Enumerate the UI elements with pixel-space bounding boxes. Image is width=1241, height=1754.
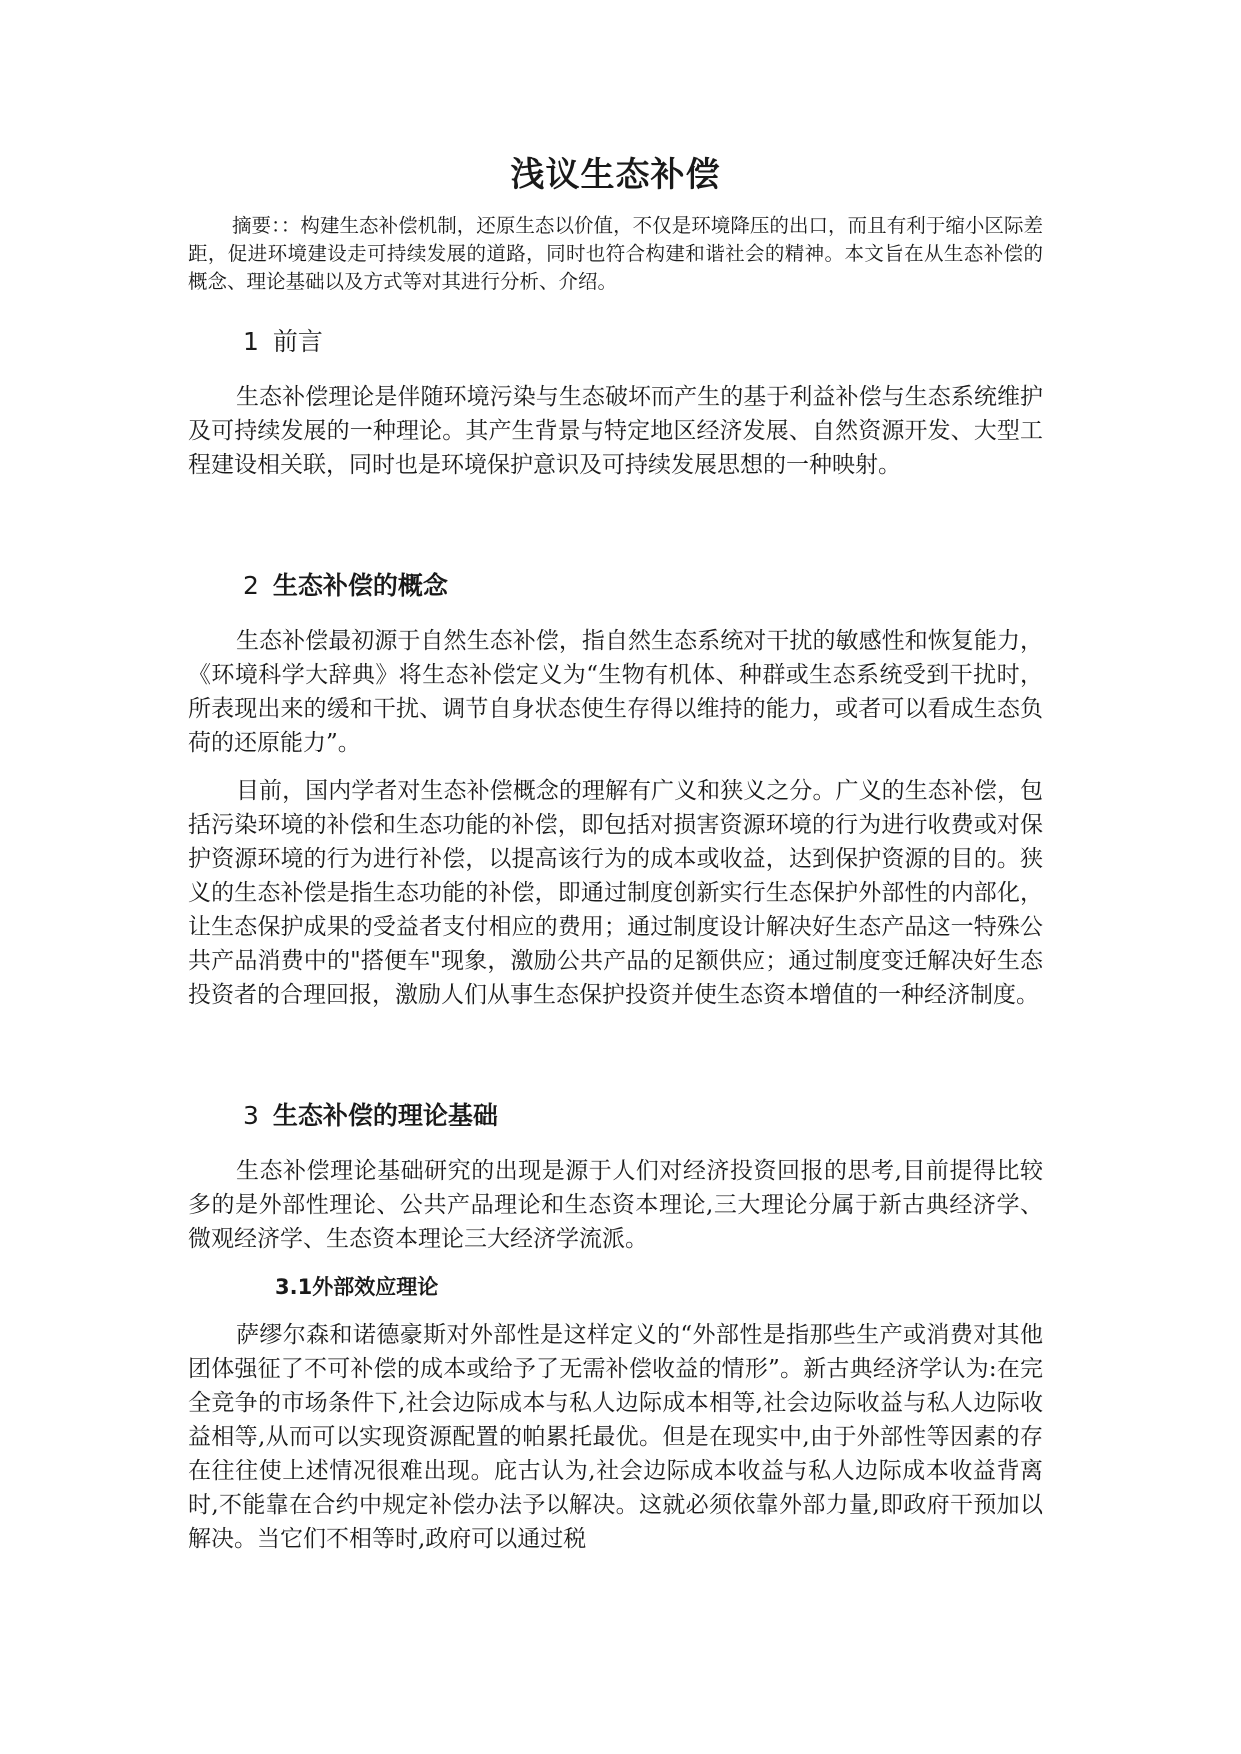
subsection-3-1-paragraph: 萨缪尔森和诺德豪斯对外部性是这样定义的“外部性是指那些生产或消费对其他团体强征了不可补偿的成本或给予了无需补偿收益的情形”。新古典经济学认为:在完全竞争的市场条件下,社会边际成本与私人边际成本相等,社会边际收益与私人边际收益相等,从而可以实现资源配置的帕累托最优。但是在现实中,由于外部性等因素的存在往往使上述情况很难出现。庇古认为,社会边际成本收益与私人边际成本收益背离时,不能靠在合约中规定补偿办法予以解决。这就必须依靠外部力量,即政府干预加以解决。当它们不相等时,政府可以通过税 <box>188 1322 1043 1552</box>
section-2-paragraph-1: 生态补偿最初源于自然生态补偿，指自然生态系统对干扰的敏感性和恢复能力，《环境科学大辞典》将生态补偿定义为“生物有机体、种群或生态系统受到干扰时，所表现出来的缓和干扰、调节自身状态使生存得以维持的能力，或者可以看成生态负荷的还原能力”。 <box>188 628 1043 756</box>
section-number: 2 <box>243 571 259 600</box>
document-body <box>188 150 1043 1570</box>
subsection-3-1-heading: 3.1外部效应理论 <box>275 1275 439 1299</box>
section-1-paragraph: 生态补偿理论是伴随环境污染与生态破坏而产生的基于利益补偿与生态系统维护及可持续发展的一种理论。其产生背景与特定地区经济发展、自然资源开发、大型工程建设相关联，同时也是环境保护意识及可持续发展思想的一种映射。 <box>188 384 1043 478</box>
section-number: 1 <box>243 327 259 356</box>
section-number: 3 <box>243 1101 259 1130</box>
section-2-paragraph-2: 目前，国内学者对生态补偿概念的理解有广义和狭义之分。广义的生态补偿，包括污染环境的补偿和生态功能的补偿，即包括对损害资源环境的行为进行收费或对保护资源环境的行为进行补偿，以提高该行为的成本或收益，达到保护资源的目的。狭义的生态补偿是指生态功能的补偿，即通过制度创新实行生态保护外部性的内部化，让生态保护成果的受益者支付相应的费用；通过制度设计解决好生态产品这一特殊公共产品消费中的"搭便车"现象，激励公共产品的足额供应；通过制度变迁解决好生态投资者的合理回报，激励人们从事生态保护投资并使生态资本增值的一种经济制度。 <box>188 778 1043 1008</box>
document-title: 浅议生态补偿 <box>510 155 721 195</box>
section-2-heading <box>188 566 1043 606</box>
section-title: 生态补偿的概念 <box>272 571 448 600</box>
abstract: 摘要：：构建生态补偿机制，还原生态以价值，不仅是环境降压的出口，而且有利于缩小区际差距，促进环境建设走可持续发展的道路，同时也符合构建和谐社会的精神。本文旨在从生态补偿的概念、理论基础以及方式等对其进行分析、介绍。 <box>188 214 1043 293</box>
section-title: 生态补偿的理论基础 <box>272 1101 498 1130</box>
section-title: 前言 <box>272 327 323 356</box>
spacer <box>188 496 1043 566</box>
section-3-paragraph: 生态补偿理论基础研究的出现是源于人们对经济投资回报的思考,目前提得比较多的是外部性理论、公共产品理论和生态资本理论,三大理论分属于新古典经济学、微观经济学、生态资本理论三大经济学流派。 <box>188 1158 1043 1252</box>
section-1-heading <box>188 322 1043 362</box>
spacer <box>188 1026 1043 1096</box>
section-3-heading <box>188 1096 1043 1136</box>
